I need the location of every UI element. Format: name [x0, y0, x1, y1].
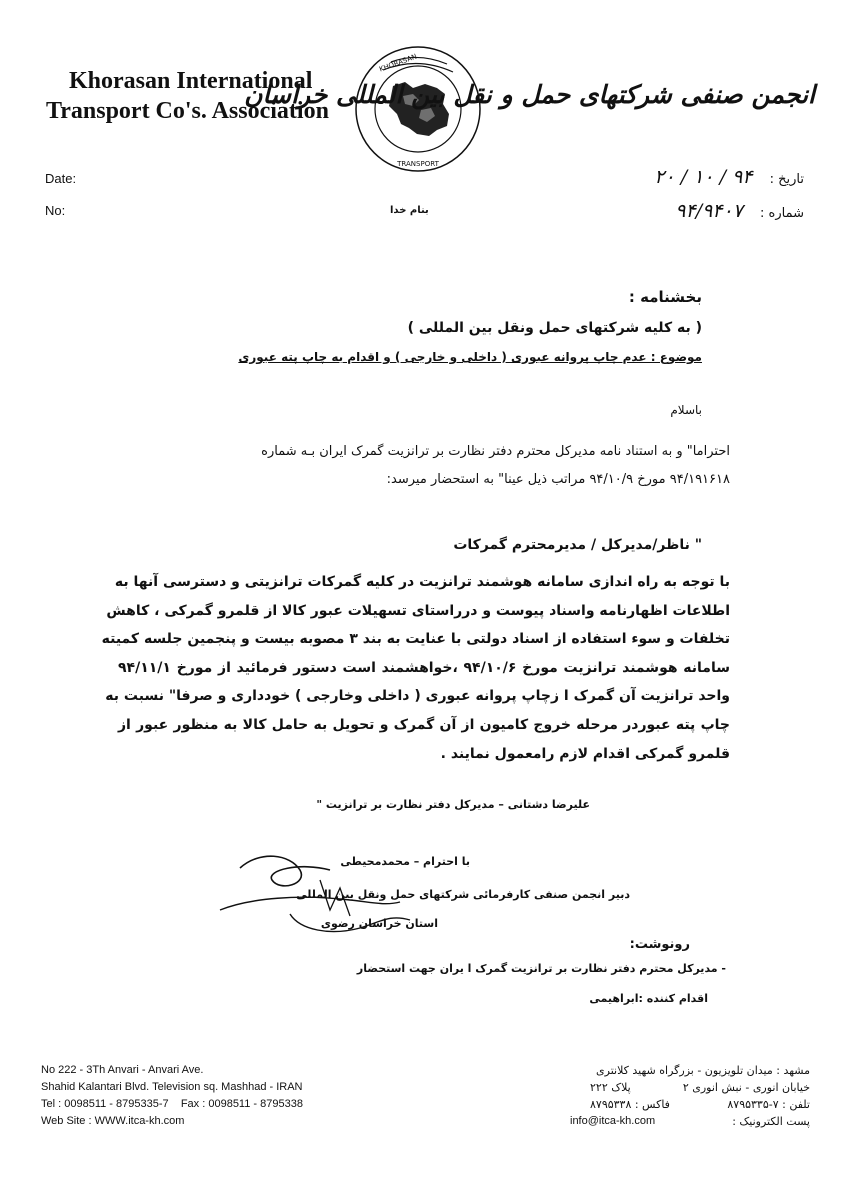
- intro-line-2: ۹۴/۱۹۱۶۱۸ مورخ ۹۴/۱۰/۹ مراتب ذیل عینا" به استحضار میرسد:: [386, 472, 730, 487]
- org-name-en-line2: Transport Co's. Association: [46, 98, 329, 124]
- date-fa: [544, 166, 804, 188]
- body-paragraph: [101, 568, 730, 768]
- intro-line-1: احتراما" و به استناد نامه مدیرکل محترم دفتر نظارت بر ترانزیت گمرک ایران بـه شماره: [261, 444, 730, 459]
- footer-fa-line-3: [570, 1096, 810, 1113]
- cc-item: - مدیرکل محترم دفتر نظارت بر ترانزیت گمرک ا یران جهت استحضار: [356, 962, 726, 975]
- salutation: باسلام: [670, 403, 702, 417]
- footer-fa-tel: تلفن : ۷-۸۷۹۵۳۳۵: [727, 1098, 810, 1111]
- footer-fa-line-1: مشهد : میدان تلویزیون - بزرگراه شهید کلانتری: [596, 1064, 810, 1077]
- no-label-fa: شماره :: [760, 206, 804, 221]
- body-line-4: سامانه هوشمند ترانزیت مورخ ۹۴/۱۰/۶ ،خواهشمند است دستور فرمائید از مورخ ۹۴/۱۱/۱: [118, 659, 730, 676]
- number-value: ۹۴/۹۴۰۷: [675, 200, 743, 222]
- org-name-en-line1: Khorasan International: [69, 68, 313, 94]
- footer-fa-line-4: [570, 1113, 810, 1130]
- footer-fa-email-label: پست الکترونیک :: [732, 1115, 810, 1128]
- circular-title: بخشنامه :: [628, 288, 702, 306]
- signer-province: استان خراسان رضوی: [320, 917, 438, 930]
- footer-fa-line-2: [570, 1079, 810, 1096]
- closing: با احترام – محمدمحیطی: [340, 855, 470, 868]
- subject: موضوع : عدم چاپ پروانه عبوری ( داخلی و خارجی ) و اقدام به چاپ پته عبوری: [238, 350, 702, 364]
- body-line-5: واحد ترانزیت آن گمرک ا زچاپ پروانه عبوری ( داخلی وخارجی ) خودداری و صرفا" نسبت به: [105, 688, 730, 705]
- footer-fa-plaque: پلاک ۲۲۲: [590, 1081, 631, 1094]
- footer-en-line-1: No 222 - 3Th Anvari - Anvari Ave.: [41, 1064, 204, 1076]
- body-line-2: اطلاعات اظهارنامه واسناد پیوست و درراستای تسهیلات عبور کالا از قلمرو گمرکی ، کاهش: [106, 602, 730, 619]
- addressee: ( به کلیه شرکتهای حمل ونقل بین المللی ): [407, 320, 702, 336]
- date-value: ۹۴ / ۱۰ / ۲۰: [654, 166, 753, 188]
- body-line-7: قلمرو گمرکی اقدام لازم رامعمول نمایند .: [440, 745, 730, 762]
- footer-en-line-4: Web Site : WWW.itca-kh.com: [41, 1115, 185, 1127]
- signature-graphic: [180, 840, 440, 950]
- footer-en-line-3: Tel : 0098511 - 8795335-7 Fax : 0098511 - 8795338: [41, 1098, 303, 1110]
- footer-fa-fax: فاکس : ۸۷۹۵۳۳۸: [590, 1098, 670, 1111]
- date-label-fa: تاریخ :: [769, 172, 804, 187]
- org-name-fa: انجمن صنفی شرکتهای حمل و نقل بین المللی خراسان: [244, 80, 815, 109]
- footer-address-fa: [570, 1062, 810, 1130]
- footer-en-line-2: Shahid Kalantari Blvd. Television sq. Mashhad - IRAN: [41, 1081, 303, 1093]
- handwritten-signature: [180, 840, 440, 950]
- quote-heading: " ناظر/مدیرکل / مدیرمحترم گمرکات: [453, 537, 702, 553]
- svg-text:KHORASAN: KHORASAN: [378, 52, 418, 74]
- number-fa: [544, 200, 804, 222]
- body-line-1: با توجه به راه اندازی سامانه هوشمند ترانزیت در کلیه گمرکات ترانزیتی و دسترسی آنها به: [114, 574, 730, 590]
- logo-ring-text: [353, 44, 354, 45]
- association-logo-graphic: [353, 44, 483, 174]
- svg-text:TRANSPORT: TRANSPORT: [397, 160, 439, 168]
- bismillah: بنام خدا: [390, 205, 429, 216]
- footer-email[interactable]: info@itca-kh.com: [570, 1115, 656, 1127]
- footer-address-en: [41, 1062, 381, 1130]
- action-by: اقدام کننده :ابراهیمی: [589, 992, 708, 1005]
- association-logo: [353, 44, 483, 174]
- date-label-en: Date:: [45, 171, 77, 186]
- no-label-en: No:: [45, 203, 66, 218]
- signer-title: دبیر انجمن صنفی کارفرمائی شرکتهای حمل ونقل بین المللی: [296, 888, 630, 901]
- body-line-6: چاپ پته عبوردر مرحله خروج کامیون از آن گمرک و تحویل به حامل کالا به منظور عبور از: [118, 716, 730, 733]
- quoted-signer: علیرضا دشتانی – مدیرکل دفتر نظارت بر ترانزیت ": [316, 798, 590, 811]
- body-line-3: تخلفات و سوء استفاده از اسناد دولتی با عنایت به بند ۳ مصوبه بیست و پنجمین جلسه کمیته: [101, 631, 730, 648]
- footer-fa-street: خیابان انوری - نبش انوری ۲: [682, 1081, 810, 1094]
- intro-paragraph: [120, 438, 730, 494]
- cc-title: رونوشت:: [629, 937, 690, 952]
